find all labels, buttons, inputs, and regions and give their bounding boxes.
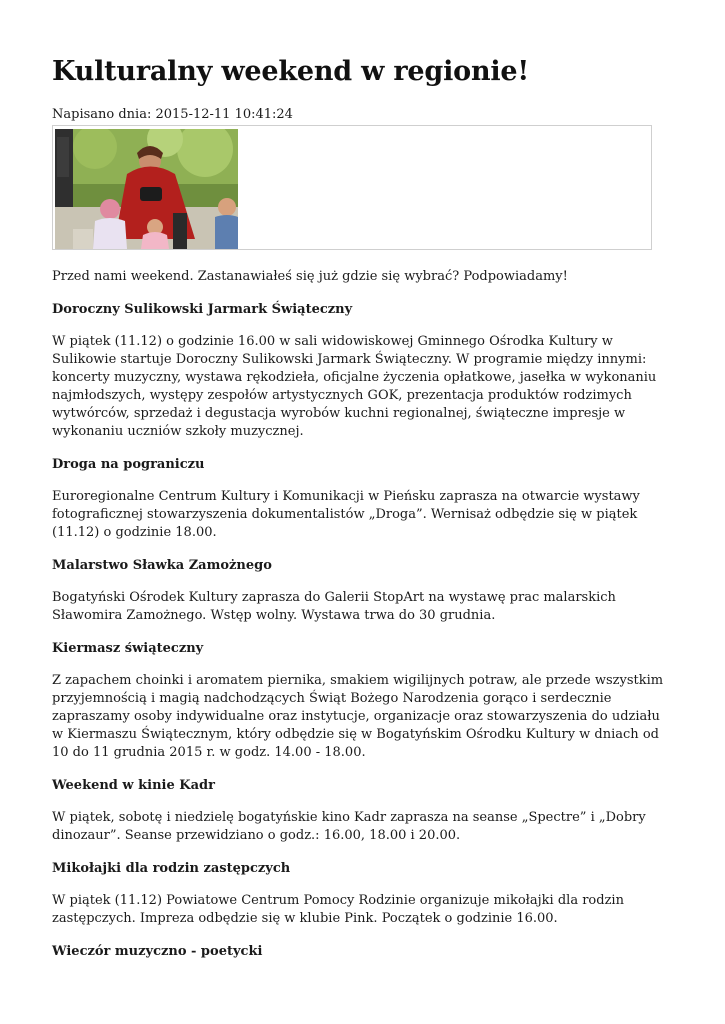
article-title: Kulturalny weekend w regionie! <box>52 56 530 87</box>
publish-date <box>52 106 670 123</box>
section-body: Bogatyński Ośrodek Kultury zaprasza do Galerii StopArt na wystawę prac malarskich Sławomira Zamożnego. Wstęp wolny. Wystawa trwa do 30 grudnia. <box>52 590 616 623</box>
section-body: W piątek (11.12) o godzinie 16.00 w sali widowiskowej Gminnego Ośrodka Kultury w Sulikowie startuje Doroczny Sulikowski Jarmark Świąteczny. W programie między innymi: koncerty muzyczny, wystawa rękodzieła, oficjalne życzenia opłatkowe, jasełka w wykonaniu najmłodszych, występy zespołów artystycznych GOK, prezentacja produktów rodzimych wytwórców, sprzedaż i degustacja wyrobów kuchni regionalnej, świąteczne impresje w wykonaniu uczniów szkoły muzycznej. <box>52 334 657 439</box>
section-title: Droga na pograniczu <box>52 457 205 472</box>
section-title: Malarstwo Sławka Zamożnego <box>52 558 272 573</box>
section-title: Kiermasz świąteczny <box>52 641 204 656</box>
section-body: W piątek, sobotę i niedzielę bogatyńskie kino Kadr zaprasza na seanse „Spectre” i „Dobry dinozaur”. Seanse przewidziano o godz.: 16.00, 18.00 i 20.00. <box>52 810 646 843</box>
article-intro: Przed nami weekend. Zastanawiałeś się już gdzie się wybrać? Podpowiadamy! <box>52 269 568 284</box>
section-title: Mikołajki dla rodzin zastępczych <box>52 861 291 876</box>
section-body: Euroregionalne Centrum Kultury i Komunikacji w Pieńsku zaprasza na otwarcie wystawy fotograficznej stowarzyszenia dokumentalistów „Droga”. Wernisaż odbędzie się w piątek (11.12) o godzinie 18.00. <box>52 489 640 540</box>
section-title: Doroczny Sulikowski Jarmark Świąteczny <box>52 302 353 317</box>
publish-date-value: 2015-12-11 10:41:24 <box>155 107 293 122</box>
article-photo <box>55 129 238 249</box>
article <box>52 52 670 961</box>
section-body: Z zapachem choinki i aromatem piernika, smakiem wigilijnych potraw, ale przede wszystkim przyjemnością i magią nadchodzących Świąt Bożego Narodzenia gorąco i serdecznie zapraszamy osoby indywidualne oraz instytucje, organizacje oraz stowarzyszenia do udziału w Kiermaszu Świątecznym, który odbędzie się w Bogatyńskim Ośrodku Kultury w dniach od 10 do 11 grudnia 2015 r. w godz. 14.00 - 18.00. <box>52 673 664 760</box>
publish-date-label: Napisano dnia: <box>52 107 152 122</box>
section-body: W piątek (11.12) Powiatowe Centrum Pomocy Rodzinie organizuje mikołajki dla rodzin zastępczych. Impreza odbędzie się w klubie Pink. Początek o godzinie 16.00. <box>52 893 624 926</box>
section-title: Weekend w kinie Kadr <box>52 778 215 793</box>
article-image-frame <box>52 125 652 250</box>
section-title: Wieczór muzyczno - poetycki <box>52 944 263 959</box>
